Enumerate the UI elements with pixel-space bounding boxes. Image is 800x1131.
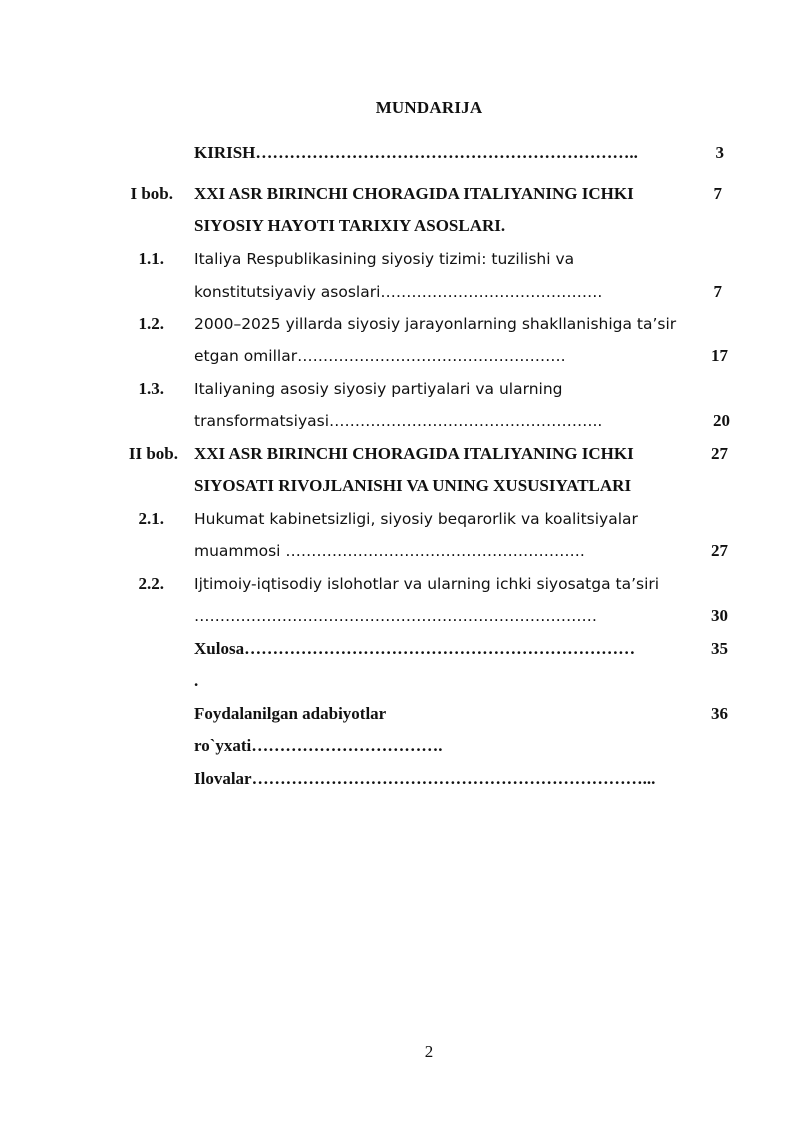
toc-label-2-2: 2.2. [138,574,164,593]
toc-entry-1-1-line-2[interactable]: konstitutsiyaviy asoslari……………………………………. [194,283,603,301]
toc-page-chapter-1: 7 [713,184,722,203]
toc-entry-xulosa-line-1[interactable]: Xulosa…………………………………………………………… [194,639,636,658]
toc-label-chapter-2: II bob. [128,444,178,463]
toc-entry-2-1-line-2[interactable]: muammosi …………………………………………………. [194,542,585,560]
toc-entry-chapter-1-line-2[interactable]: SIYOSIY HAYOTI TARIXIY ASOSLARI. [194,216,506,235]
page-number: 2 [424,1042,434,1061]
toc-entry-2-1-line-1[interactable]: Hukumat kabinetsizligi, siyosiy beqarorlik va koalitsiyalar [194,510,638,528]
toc-entry-1-2-line-2[interactable]: etgan omillar……………………………………………. [194,347,566,365]
toc-title: MUNDARIJA [375,98,483,117]
toc-page-1-3: 20 [713,411,730,430]
toc-entry-xulosa-line-2: . [194,671,199,690]
toc-entry-chapter-2-line-1[interactable]: XXI ASR BIRINCHI CHORAGIDA ITALIYANING ICHKI [194,444,634,463]
toc-page-kirish: 3 [715,143,724,162]
toc-page-1-2: 17 [711,346,728,365]
toc-page-1-1: 7 [713,282,722,301]
toc-page-xulosa: 35 [711,639,728,658]
toc-entry-appendices[interactable]: Ilovalar……………………………………………………………... [194,769,656,788]
toc-label-2-1: 2.1. [138,509,164,528]
toc-label-1-1: 1.1. [138,249,164,268]
toc-entry-kirish[interactable]: KIRISH………………………………………………………….. [194,143,638,162]
toc-entry-bibliography-line-1[interactable]: Foydalanilgan adabiyotlar [194,704,387,723]
toc-entry-chapter-1-line-1[interactable]: XXI ASR BIRINCHI CHORAGIDA ITALIYANING ICHKI [194,184,634,203]
toc-page-2-2: 30 [711,606,728,625]
toc-entry-1-1-line-1[interactable]: Italiya Respublikasining siyosiy tizimi: tuzilishi va [194,250,575,268]
toc-label-1-2: 1.2. [138,314,164,333]
toc-page-2-1: 27 [711,541,728,560]
toc-label-1-3: 1.3. [138,379,164,398]
toc-entry-bibliography-line-2[interactable]: ro`yxati……………………………. [194,736,443,755]
toc-entry-1-3-line-2[interactable]: transformatsiyasi…………………………………………….. [194,412,603,430]
toc-entry-2-2-line-1[interactable]: Ijtimoiy-iqtisodiy islohotlar va ularning ichki siyosatga ta’siri [194,575,660,593]
toc-page-chapter-2: 27 [711,444,728,463]
toc-entry-1-2-line-1[interactable]: 2000–2025 yillarda siyosiy jarayonlarning shakllanishiga ta’sir [194,315,677,333]
toc-entry-2-2-line-2[interactable]: …………………………………………………………………… [194,607,597,625]
toc-entry-chapter-2-line-2[interactable]: SIYOSATI RIVOJLANISHI VA UNING XUSUSIYATLARI [194,476,632,495]
toc-label-chapter-1: I bob. [130,184,173,203]
toc-page-bibliography: 36 [711,704,728,723]
toc-entry-1-3-line-1[interactable]: Italiyaning asosiy siyosiy partiyalari va ularning [194,380,563,398]
